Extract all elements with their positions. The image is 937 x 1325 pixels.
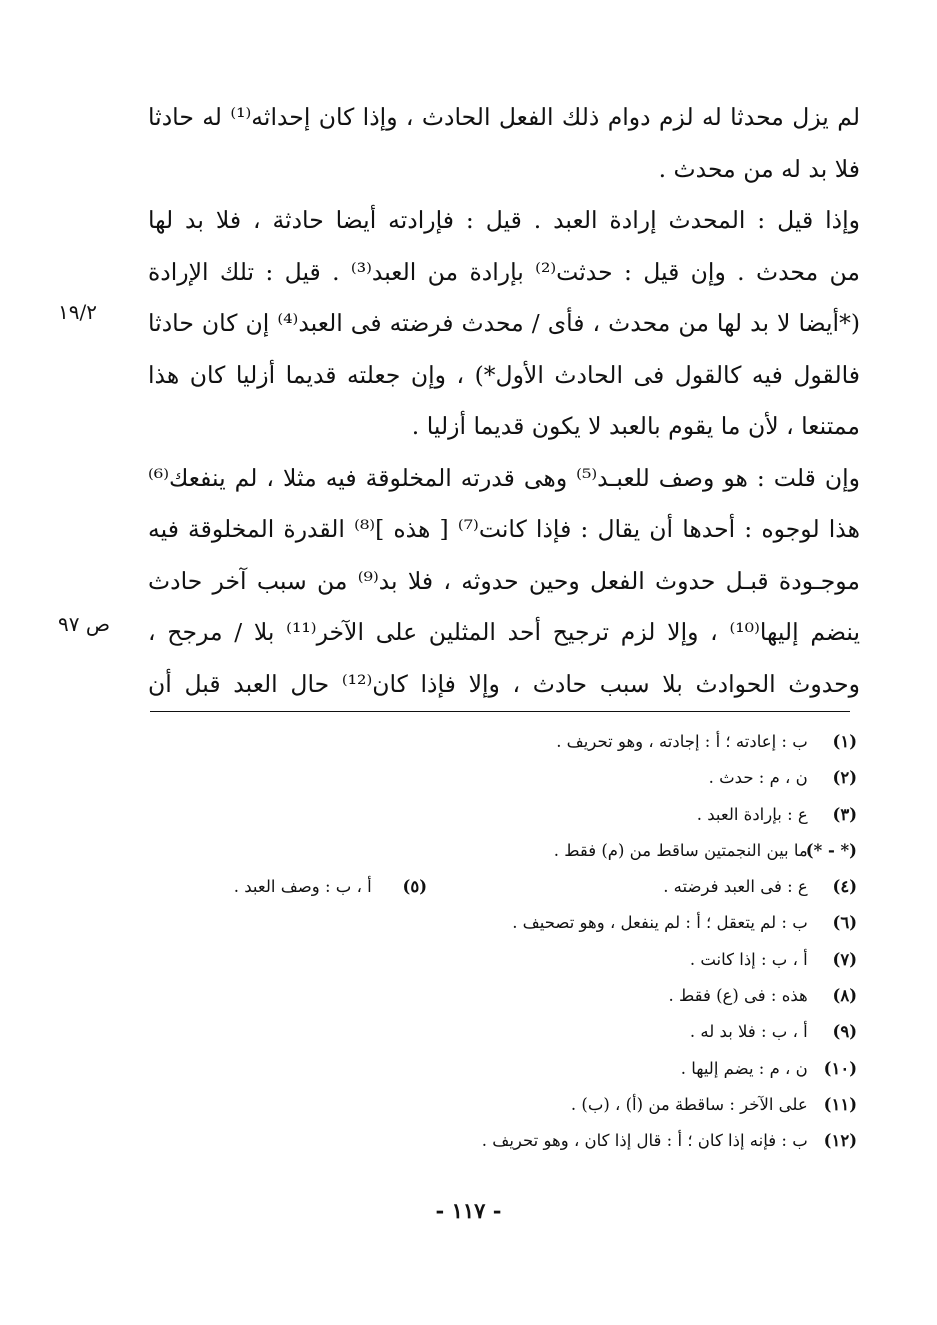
margin-folio-ref: ١٩/٢ xyxy=(58,300,97,324)
footnote-number: (* - *) xyxy=(805,840,857,860)
text-line: هذا لوجوه : أحدها أن يقال : فإذا كانت⁽⁷⁾ [ هذه ]⁽⁸⁾ القدرة المخلوقة فيه xyxy=(148,515,860,543)
footnote-number: (٨) xyxy=(832,986,857,1006)
footnote-text: ب : لم يتعقل ؛ أ : لم ينفعل ، وهو تصحيف . xyxy=(512,913,808,933)
footnote xyxy=(140,978,857,1014)
footnote-number: (١) xyxy=(832,732,857,751)
footnotes xyxy=(140,724,857,1160)
footnote xyxy=(140,797,857,833)
footnote-text: أ ، ب : وصف العبد . xyxy=(233,877,372,897)
main-text xyxy=(148,92,860,710)
footnote-text: هذه : فى (ع) فقط . xyxy=(668,986,808,1006)
footnote-number: (٧) xyxy=(832,949,857,969)
footnote-text: ن ، م : حدث . xyxy=(708,768,808,788)
footnote xyxy=(140,942,857,978)
footnote-number: (١١) xyxy=(823,1094,857,1114)
footnote-text: ن ، م : يضم إليها . xyxy=(680,1058,808,1078)
footnote-text: ع : بإرادة العبد . xyxy=(696,804,808,824)
footnote xyxy=(140,1123,857,1159)
footnote-text: ب : إعادته ؛ أ : إجادته ، وهو تحريف . xyxy=(556,732,808,751)
footnote-number: (٤) xyxy=(832,877,857,897)
footnote-text: على الآخر : ساقطة من (أ) ، (ب) . xyxy=(570,1094,808,1114)
text-line: ينضم إليها⁽¹⁰⁾ ، وإلا لزم ترجيح أحد المثلين على الآخر⁽¹¹⁾ بلا / مرجح ، xyxy=(148,618,860,646)
footnote xyxy=(140,1051,857,1087)
text-line: فالقول فيه كالقول فى الحادث الأول*) ، وإن جعلته قديما أزليا كان هذا xyxy=(148,360,860,389)
text-line: موجـودة قبـل حدوث الفعل وحين حدوثه ، فلا بد⁽⁹⁾ من سبب آخر حادث xyxy=(148,566,860,595)
footnote-divider xyxy=(150,711,850,712)
page-number: - ١١٧ - xyxy=(435,1198,502,1223)
text-line: لم يزل محدثا له لزم دوام ذلك الفعل الحادث ، وإذا كان إحداثه⁽¹⁾ له حادثا xyxy=(148,103,860,131)
footnote xyxy=(140,905,857,941)
footnote-text: أ ، ب : فلا بد له . xyxy=(689,1022,808,1042)
footnote-number: (٦) xyxy=(832,913,857,933)
footnote-number: (١٠) xyxy=(823,1058,857,1078)
text-line: ممتنعا ، لأن ما يقوم بالعبد لا يكون قديما أزليا . xyxy=(411,412,860,440)
footnote-inline-extra xyxy=(234,869,427,905)
text-line: (*أيضا لا بد لها من محدث ، فأى / محدث فرضته فى العبد⁽⁴⁾ إن كان حادثا xyxy=(148,309,860,337)
footnote-number: (٥) xyxy=(402,877,427,897)
footnote-number: (٢) xyxy=(832,768,857,788)
footnote-text: ب : فإنه إذا كان ؛ أ : قال إذا كان ، وهو تحريف . xyxy=(481,1131,808,1151)
text-line: فلا بد له من محدث . xyxy=(658,154,860,183)
text-line: وحدوث الحوادث بلا سبب حادث ، وإلا فإذا كان⁽¹²⁾ حال العبد قبل أن xyxy=(148,669,860,698)
margin-page-ref: ص ٩٧ xyxy=(58,612,111,636)
text-line: وإذا قيل : المحدث إرادة العبد . قيل : فإرادته أيضا حادثة ، فلا بد لها xyxy=(148,206,860,234)
footnote-number: (٣) xyxy=(832,804,857,824)
text-line: وإن قلت : هو وصف للعبـد⁽⁵⁾ وهى قدرته المخلوقة فيه مثلا ، لم ينفعك⁽⁶⁾ xyxy=(148,463,861,492)
footnote-number: (١٢) xyxy=(823,1131,857,1151)
footnote xyxy=(140,869,857,905)
footnote-text: ع : فى العبد فرضته . xyxy=(663,877,808,897)
footnote-text: أ ، ب : إذا كانت . xyxy=(689,949,808,969)
footnote xyxy=(140,833,857,869)
text-line: من محدث . وإن قيل : حدثت⁽²⁾ بإرادة من العبد⁽³⁾ . قيل : تلك الإرادة xyxy=(148,257,860,286)
footnote-text: ما بين النجمتين ساقط من (م) فقط . xyxy=(553,840,808,860)
footnote xyxy=(140,760,857,796)
footnote xyxy=(140,1014,857,1050)
footnote xyxy=(140,1087,857,1123)
footnote xyxy=(140,724,857,760)
footnote-number: (٩) xyxy=(832,1022,857,1042)
